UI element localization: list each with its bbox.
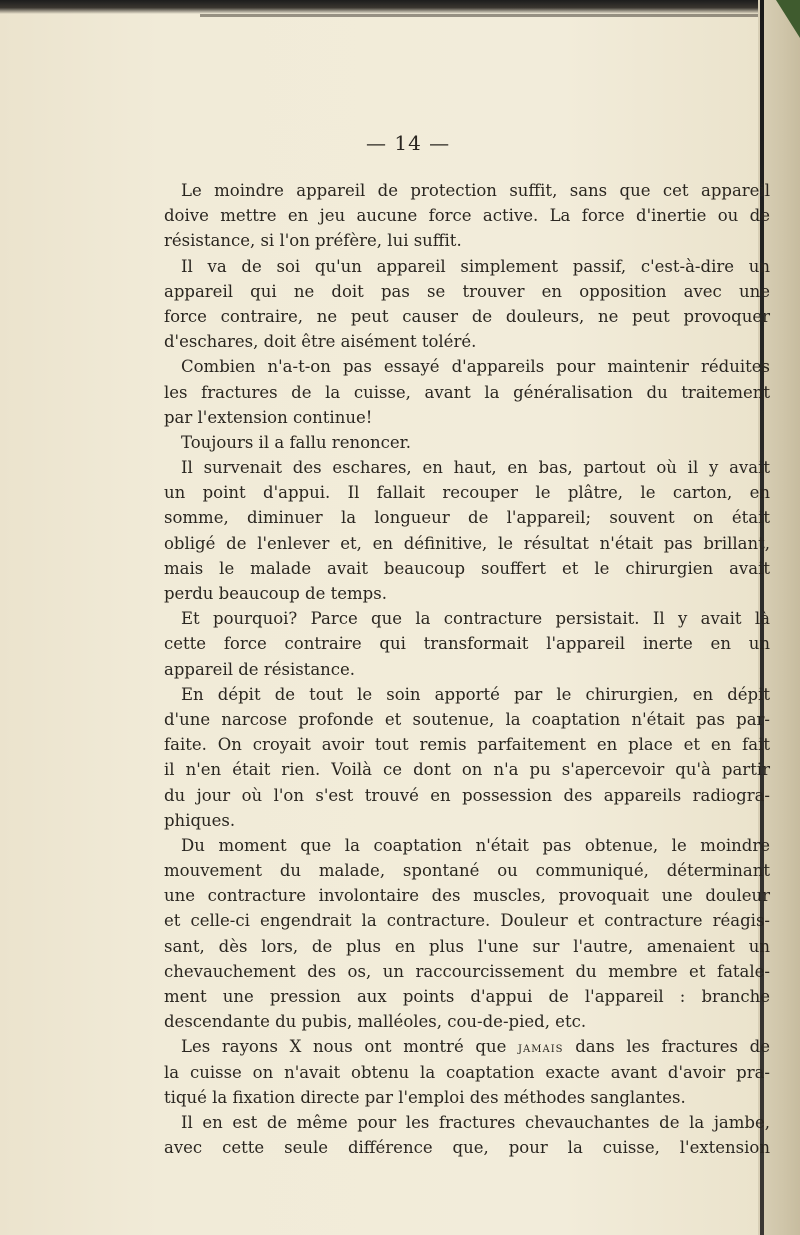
- text-line: d'eschares, doit être aisément toléré.: [164, 332, 477, 352]
- text-line: mais le malade avait beaucoup souffert et le chirurgien avait: [164, 558, 770, 578]
- text-line: une contracture involontaire des muscles, provoquait une douleur: [164, 886, 770, 906]
- corner-cover-fragment: [776, 0, 800, 38]
- page-number: — 14 —: [366, 131, 451, 155]
- text-line: Et pourquoi? Parce que la contracture persistait. Il y avait là: [181, 609, 770, 629]
- text-line: Les rayons X nous ont montré que jamais dans les fractures de: [181, 1037, 771, 1057]
- text-line: appareil qui ne doit pas se trouver en opposition avec une: [164, 281, 770, 301]
- text-line: sant, dès lors, de plus en plus l'une sur l'autre, amenaient un: [164, 936, 770, 956]
- text-line: somme, diminuer la longueur de l'appareil; souvent on était: [164, 508, 770, 528]
- text-line: Il survenait des eschares, en haut, en bas, partout où il y avait: [181, 458, 770, 478]
- text-line: Le moindre appareil de protection suffit, sans que cet appareil: [181, 181, 770, 200]
- top-rule-line: [200, 14, 760, 17]
- text-line: ment une pression aux points d'appui de l'appareil : branche: [164, 987, 770, 1006]
- text-line: Combien n'a-t-on pas essayé d'appareils pour maintenir réduites: [181, 357, 770, 377]
- text-line: et celle-ci engendrait la contracture. Douleur et contracture réagis-: [164, 911, 770, 931]
- text-line: Toujours il a fallu renoncer.: [181, 432, 411, 452]
- text-line: force contraire, ne peut causer de douleurs, ne peut provoquer: [164, 306, 770, 326]
- text-line: En dépit de tout le soin apporté par le chirurgien, en dépit: [181, 684, 770, 704]
- text-line: les fractures de la cuisse, avant la généralisation du traitement: [164, 382, 770, 402]
- text-line: cette force contraire qui transformait l'appareil inerte en un: [164, 634, 770, 654]
- text-line: faite. On croyait avoir tout remis parfaitement en place et en fait: [164, 735, 770, 755]
- text-line: avec cette seule différence que, pour la cuisse, l'extension: [164, 1138, 770, 1158]
- text-line: mouvement du malade, spontané ou communiqué, déterminant: [164, 861, 770, 881]
- text-line: perdu beaucoup de temps.: [164, 584, 387, 603]
- text-line: obligé de l'enlever et, en définitive, le résultat n'était pas brillant,: [164, 533, 770, 553]
- body-text: [164, 178, 770, 1160]
- text-line: Il en est de même pour les fractures chevauchantes de la jambe,: [181, 1112, 770, 1132]
- text-line: il n'en était rien. Voilà ce dont on n'a pu s'apercevoir qu'à partir: [164, 760, 770, 780]
- text-line: par l'extension continue!: [164, 407, 373, 427]
- text-line: du jour où l'on s'est trouvé en possession des appareils radiogra-: [164, 785, 770, 805]
- text-line: tiqué la fixation directe par l'emploi des méthodes sanglantes.: [164, 1087, 686, 1107]
- text-line: Du moment que la coaptation n'était pas obtenue, le moindre: [181, 835, 770, 855]
- emphasis-word: jamais: [518, 1040, 564, 1057]
- text-line: d'une narcose profonde et soutenue, la coaptation n'était pas par-: [164, 709, 770, 729]
- top-edge-shadow: [0, 0, 760, 14]
- text-line: un point d'appui. Il fallait recouper le plâtre, le carton, en: [164, 483, 770, 503]
- text-line: Il va de soi qu'un appareil simplement passif, c'est-à-dire un: [181, 256, 770, 276]
- text-line: chevauchement des os, un raccourcissement du membre et fatale-: [164, 961, 770, 981]
- text-line: appareil de résistance.: [164, 659, 356, 679]
- text-line: descendante du pubis, malléoles, cou-de-pied, etc.: [164, 1012, 587, 1032]
- text-line: doive mettre en jeu aucune force active. La force d'inertie ou de: [164, 206, 770, 226]
- text-line: phiques.: [164, 810, 236, 830]
- text-line: résistance, si l'on préfère, lui suffit.: [164, 231, 462, 251]
- text-line: la cuisse on n'avait obtenu la coaptation exacte avant d'avoir pra-: [164, 1062, 770, 1082]
